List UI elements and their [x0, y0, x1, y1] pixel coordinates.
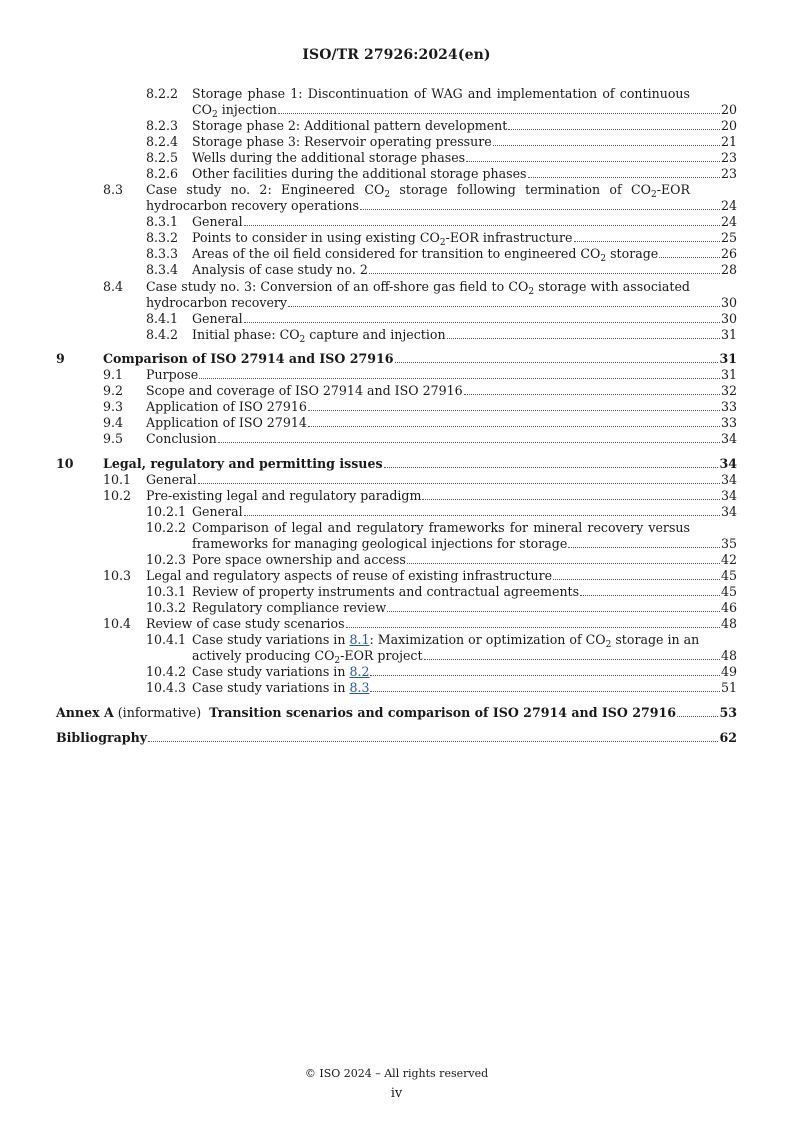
dot-leader	[447, 327, 720, 339]
entry-number: 8.3.1	[146, 214, 179, 229]
toc-entry-10-4-1[interactable]	[0, 632, 793, 664]
page-number: 30	[720, 295, 737, 310]
entry-title: Legal, regulatory and permitting issues	[103, 456, 383, 471]
entry-title-line1: Case study no. 2: Engineered $CO_2$ storage following termination of $CO_2$-EOR	[146, 182, 690, 200]
entry-title: Annex A (informative) Transition scenarios and comparison of ISO 27914 and ISO 27916	[56, 705, 677, 720]
page-number: 23	[720, 150, 737, 165]
dot-leader	[370, 680, 719, 692]
dot-leader	[568, 536, 720, 548]
entry-number: 10.3	[103, 568, 132, 583]
dot-leader	[148, 730, 718, 742]
dot-leader	[464, 383, 720, 395]
entry-title-line2: $CO_2$ injection	[192, 102, 278, 120]
page-number: 20	[720, 118, 737, 133]
page-number: 62	[719, 730, 737, 745]
entry-title: General	[192, 311, 243, 326]
entry-number: 10.2.2	[146, 520, 187, 535]
toc-entry-10-2-2[interactable]	[0, 520, 793, 552]
page-number: 46	[720, 600, 737, 615]
dot-leader	[384, 456, 719, 468]
dot-leader	[360, 198, 720, 210]
entry-number: 8.3.2	[146, 230, 179, 245]
page-number: 24	[720, 214, 737, 229]
entry-title: Case study variations in 8.2	[192, 664, 370, 679]
entry-title: Case study variations in 8.3	[192, 680, 370, 695]
page-number: 35	[720, 536, 737, 551]
entry-title: Review of property instruments and contractual agreements	[192, 584, 580, 599]
entry-number: 9.1	[103, 367, 124, 382]
entry-title-line1: Case study no. 3: Conversion of an off-shore gas field to $CO_2$ storage with associated	[146, 279, 690, 297]
page-number: 30	[720, 311, 737, 326]
entry-number: 10.4.3	[146, 680, 187, 695]
entry-title-line2: hydrocarbon recovery	[146, 295, 288, 310]
page-number: 48	[720, 616, 737, 631]
xref-link-8-3[interactable]: 8.3	[349, 680, 370, 695]
dot-leader	[553, 568, 720, 580]
entry-number: 10.2	[103, 488, 132, 503]
entry-title-line2: actively producing $CO_2$-EOR project	[192, 648, 423, 666]
entry-title: Regulatory compliance review	[192, 600, 387, 615]
entry-number: 10.2.3	[146, 552, 187, 567]
dot-leader	[244, 214, 720, 226]
xref-link-8-1[interactable]: 8.1	[349, 632, 370, 647]
page-number: 34	[720, 488, 737, 503]
page-number: 34	[720, 504, 737, 519]
entry-number: 8.2.3	[146, 118, 179, 133]
page-number: 33	[720, 399, 737, 414]
page-number: 31	[719, 351, 737, 366]
entry-number: 8.4.1	[146, 311, 179, 326]
entry-title: Analysis of case study no. 2	[192, 262, 368, 277]
page-number: 31	[720, 367, 737, 382]
page-number: 31	[720, 327, 737, 342]
page-number: 34	[720, 431, 737, 446]
entry-title: Purpose	[146, 367, 199, 382]
page-number: 32	[720, 383, 737, 398]
entry-title-line1: Case study variations in 8.1: Maximization or optimization of $CO_2$ storage in an	[192, 632, 700, 650]
dot-leader	[244, 504, 720, 516]
entry-number: 8.2.6	[146, 166, 179, 181]
page-number: 28	[720, 262, 737, 277]
dot-leader	[574, 230, 720, 242]
entry-title-line1: Storage phase 1: Discontinuation of WAG and implementation of continuous	[192, 86, 690, 101]
entry-title-line2: hydrocarbon recovery operations	[146, 198, 359, 213]
entry-title: Wells during the additional storage phases	[192, 150, 466, 165]
entry-title: Other facilities during the additional storage phases	[192, 166, 527, 181]
entry-title: Conclusion	[146, 431, 217, 446]
entry-title: Application of ISO 27916	[146, 399, 307, 414]
entry-number: 8.4	[103, 279, 124, 294]
page-number: 48	[720, 648, 737, 663]
dot-leader	[387, 600, 720, 612]
dot-leader	[508, 118, 720, 130]
entry-number: 8.2.4	[146, 134, 179, 149]
page-number: 24	[720, 198, 737, 213]
dot-leader	[288, 295, 720, 307]
dot-leader	[308, 399, 720, 411]
entry-title: Storage phase 2: Additional pattern development	[192, 118, 508, 133]
entry-title: Application of ISO 27914	[146, 415, 307, 430]
entry-title: Initial phase: $CO_2$ capture and injection	[192, 327, 446, 345]
entry-number: 10.2.1	[146, 504, 187, 519]
entry-title: Legal and regulatory aspects of reuse of existing infrastructure	[146, 568, 553, 583]
xref-link-8-2[interactable]: 8.2	[349, 664, 370, 679]
entry-number: 8.4.2	[146, 327, 179, 342]
dot-leader	[346, 616, 720, 628]
entry-title: Scope and coverage of ISO 27914 and ISO 27916	[146, 383, 463, 398]
entry-number: 8.2.5	[146, 150, 179, 165]
page-number: 23	[720, 166, 737, 181]
entry-title-line1: Comparison of legal and regulatory frameworks for mineral recovery versus	[192, 520, 690, 535]
dot-leader	[493, 134, 720, 146]
dot-leader	[395, 351, 719, 363]
toc-entry-8-3[interactable]	[0, 182, 793, 214]
entry-number: 10.3.2	[146, 600, 187, 615]
entry-title: General	[146, 472, 197, 487]
dot-leader	[580, 584, 720, 596]
page-number: 42	[720, 552, 737, 567]
entry-title: Points to consider in using existing $CO_2$-EOR infrastructure	[192, 230, 573, 248]
page-number: 21	[720, 134, 737, 149]
page-number: 51	[720, 680, 737, 695]
entry-title: Storage phase 3: Reservoir operating pressure	[192, 134, 492, 149]
dot-leader	[218, 431, 720, 443]
dot-leader	[308, 415, 720, 427]
document-header: ISO/TR 27926:2024(en)	[302, 47, 491, 63]
dot-leader	[659, 246, 720, 258]
entry-number: 9.3	[103, 399, 124, 414]
entry-number: 8.3.4	[146, 262, 179, 277]
entry-number: 8.3	[103, 182, 124, 197]
dot-leader	[677, 705, 718, 717]
entry-number: 9	[56, 351, 65, 366]
dot-leader	[199, 367, 720, 379]
entry-title: Review of case study scenarios	[146, 616, 345, 631]
dot-leader	[424, 648, 720, 660]
toc-entry-8-2-2[interactable]	[0, 86, 793, 118]
entry-number: 10	[56, 456, 74, 471]
entry-number: 10.4	[103, 616, 132, 631]
dot-leader	[198, 472, 720, 484]
entry-title: General	[192, 504, 243, 519]
page-number: 25	[720, 230, 737, 245]
dot-leader	[422, 488, 720, 500]
entry-title: Bibliography	[56, 730, 148, 745]
page-number: 34	[720, 472, 737, 487]
entry-title: Pre-existing legal and regulatory paradigm	[146, 488, 422, 503]
page-number: 33	[720, 415, 737, 430]
page-number: 49	[720, 664, 737, 679]
entry-number: 9.2	[103, 383, 124, 398]
dot-leader	[407, 552, 720, 564]
entry-title: Comparison of ISO 27914 and ISO 27916	[103, 351, 394, 366]
dot-leader	[278, 102, 720, 114]
page-number: 53	[719, 705, 737, 720]
dot-leader	[369, 262, 720, 274]
entry-title: Pore space ownership and access	[192, 552, 406, 567]
page-number-footer: iv	[390, 1085, 403, 1100]
entry-title: Areas of the oil field considered for transition to engineered $CO_2$ storage	[192, 246, 659, 264]
page-number: 34	[719, 456, 737, 471]
dot-leader	[370, 664, 719, 676]
page-number: 26	[720, 246, 737, 261]
dot-leader	[528, 166, 720, 178]
dot-leader	[244, 311, 720, 323]
entry-number: 8.3.3	[146, 246, 179, 261]
entry-number: 9.4	[103, 415, 124, 430]
copyright-notice: © ISO 2024 – All rights reserved	[304, 1067, 489, 1080]
entry-number: 10.1	[103, 472, 132, 487]
entry-title-line2: frameworks for managing geological injections for storage	[192, 536, 568, 551]
entry-title: General	[192, 214, 243, 229]
page-number: 20	[720, 102, 737, 117]
entry-number: 10.3.1	[146, 584, 187, 599]
toc-entry-8-4[interactable]	[0, 279, 793, 311]
entry-number: 8.2.2	[146, 86, 179, 101]
page-number: 45	[720, 584, 737, 599]
entry-number: 10.4.2	[146, 664, 187, 679]
entry-number: 10.4.1	[146, 632, 187, 647]
dot-leader	[466, 150, 720, 162]
entry-number: 9.5	[103, 431, 124, 446]
page-number: 45	[720, 568, 737, 583]
